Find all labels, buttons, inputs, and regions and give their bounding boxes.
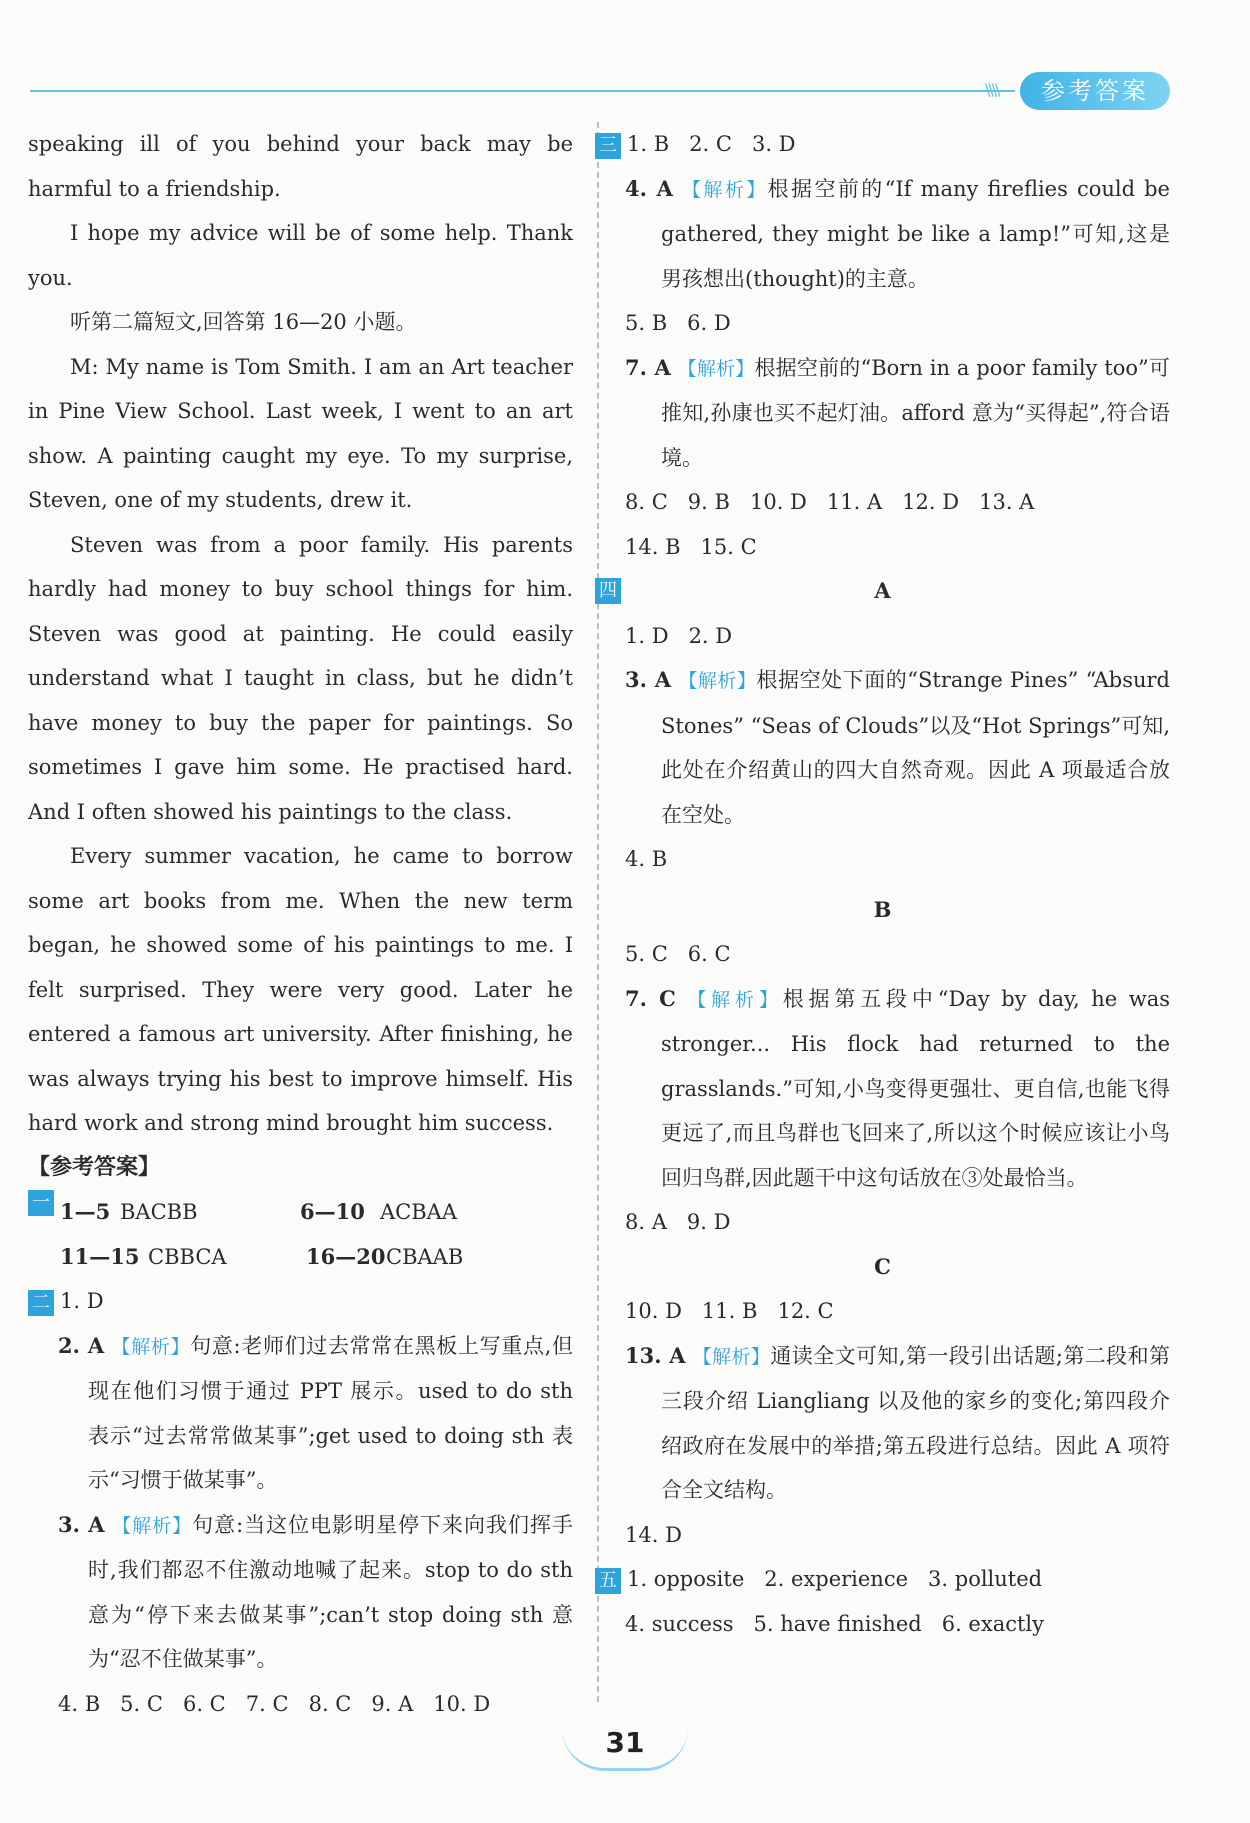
- analysis-text: 根据第五段中“Day by day, he was stronger... His flock had returned to the grasslands.”可知,小鸟变得更强壮、更自信,也能飞得更远了,而且鸟群也飞回来了,所以这个时候应该让小鸟回归鸟群,因此题干中这句话放在③处最恰当。: [661, 986, 1170, 1190]
- answer-line: 4. B: [625, 847, 668, 871]
- passage-label: C: [874, 1253, 891, 1279]
- answer-set: ACBAA: [380, 1200, 457, 1224]
- analysis-tag: 【解析】: [678, 670, 757, 692]
- answers-title: 【参考答案】: [28, 1154, 161, 1180]
- answer-item: 3. A: [625, 667, 672, 692]
- left-column: [28, 122, 573, 1726]
- range-label: 16—20: [306, 1243, 386, 1269]
- paragraph: I hope my advice will be of some help. Thank you.: [28, 221, 573, 290]
- answer-item: 13. A: [625, 1342, 686, 1368]
- paragraph: Every summer vacation, he came to borrow some art books from me. When the new term began, he showed some of his paintings to me. I felt surprised. They were very good. Later he entered a famous art university. After finishing, he was always trying his best to improve himself. His hard work and strong mind brought him success.: [28, 844, 573, 1135]
- analysis-text: 根据空处下面的“Strange Pines” “Absurd Stones” “Seas of Clouds”以及“Hot Springs”可知,此处在介绍黄山的四大自然奇观。因此 A 项最适合放在空处。: [661, 668, 1170, 827]
- section-5-answers: [599, 1557, 1170, 1646]
- section-instruction: 听第二篇短文,回答第 16—20 小题。: [70, 310, 417, 334]
- analysis-tag: 【解析】: [687, 988, 783, 1011]
- analysis-tag: 【解析】: [692, 1345, 771, 1368]
- answer-set: CBAAB: [386, 1244, 464, 1269]
- answer-line: 4. success 5. have finished 6. exactly: [625, 1611, 1044, 1636]
- answer-line: 14. B 15. C: [625, 534, 757, 559]
- header-rule: [30, 90, 1015, 92]
- section-2-badge: 二: [28, 1290, 54, 1316]
- paragraph: Steven was from a poor family. His parents hardly had money to buy school things for him. Steven was good at painting. He could easily understand what I taught in class, but he didn’t have money to buy the paper for paintings. So sometimes I gave him some. He practised hard. And I often showed his paintings to the class.: [28, 532, 573, 824]
- analysis-text: 根据空前的“Born in a poor family too”可推知,孙康也买不起灯油。afford 意为“买得起”,符合语境。: [661, 355, 1170, 470]
- answer-item: 7. A: [625, 354, 671, 380]
- analysis-tag: 【解析】: [677, 357, 755, 380]
- analysis-text: 通读全文可知,第一段引出话题;第二段和第三段介绍 Liangliang 以及他的家乡的变化;第四段介绍政府在发展中的举措;第五段进行总结。因此 A 项符合全文结构。: [661, 1343, 1170, 1502]
- answer-set: BACBB: [120, 1200, 198, 1224]
- analysis-text: 根据空前的“If many fireflies could be gathered, they might be like a lamp!”可知,这是男孩想出(thought)的主意。: [661, 176, 1170, 291]
- analysis-text: 句意:当这位电影明星停下来向我们挥手时,我们都忍不住激动地喊了起来。stop to do sth 意为“停下来去做某事”;can’t stop doing sth 意为“忍不住做某事”。: [88, 1512, 573, 1671]
- answer-item: 3. A: [58, 1511, 105, 1537]
- answer-line: 8. A 9. D: [625, 1210, 731, 1234]
- answer-line: 8. C 9. B 10. D 11. A 12. D 13. A: [625, 490, 1035, 514]
- passage-label: A: [874, 578, 891, 603]
- range-label: 11—15: [60, 1243, 140, 1269]
- header-rule-dots: \\\\: [985, 80, 999, 99]
- passage-label: B: [873, 896, 892, 922]
- header-badge: 参考答案: [1020, 72, 1170, 110]
- paragraph: M: My name is Tom Smith. I am an Art teacher in Pine View School. Last week, I went to an art show. A painting caught my eye. To my surprise, Steven, one of my students, drew it.: [28, 354, 573, 512]
- answer-line: 14. D: [625, 1522, 682, 1547]
- answer-item: 4. A: [625, 175, 673, 201]
- analysis-tag: 【解析】: [682, 178, 768, 201]
- analysis-tag: 【解析】: [111, 1335, 191, 1358]
- answer-line: 4. B 5. C 6. C 7. C 8. C 9. A 10. D: [58, 1691, 491, 1716]
- section-5-badge: 五: [595, 1568, 621, 1594]
- section-2-answers: [28, 1279, 573, 1726]
- answer-line: 10. D 11. B 12. C: [625, 1299, 834, 1323]
- section-1-answers: [28, 1190, 573, 1279]
- answer-item: 2. A: [58, 1332, 105, 1358]
- answer-set: CBBCA: [148, 1244, 227, 1269]
- answer-item: 7. C: [625, 985, 676, 1011]
- page-number: 31: [605, 1726, 645, 1759]
- answer-line: 1. opposite 2. experience 3. polluted: [627, 1567, 1043, 1591]
- section-3-answers: [599, 122, 1170, 569]
- answer-item: 1. D: [60, 1289, 104, 1313]
- section-1-badge: 一: [28, 1190, 54, 1216]
- section-4-answers: [599, 569, 1170, 1557]
- analysis-text: 句意:老师们过去常常在黑板上写重点,但现在他们习惯于通过 PPT 展示。used to do sth 表示“过去常常做某事”;get used to doing sth 表示“习惯于做某事”。: [88, 1333, 573, 1492]
- answer-line: 5. B 6. D: [625, 311, 731, 335]
- range-label: 1—5: [60, 1199, 111, 1224]
- answer-line: 5. C 6. C: [625, 942, 731, 966]
- answer-line: 1. B 2. C 3. D: [627, 132, 796, 156]
- section-3-badge: 三: [595, 133, 621, 159]
- answer-line: 1. D 2. D: [625, 623, 733, 648]
- analysis-tag: 【解析】: [112, 1514, 193, 1537]
- paragraph: speaking ill of you behind your back may be harmful to a friendship.: [28, 132, 573, 201]
- right-column: [599, 122, 1170, 1646]
- range-label: 6—10: [300, 1199, 365, 1224]
- section-4-badge: 四: [595, 578, 621, 604]
